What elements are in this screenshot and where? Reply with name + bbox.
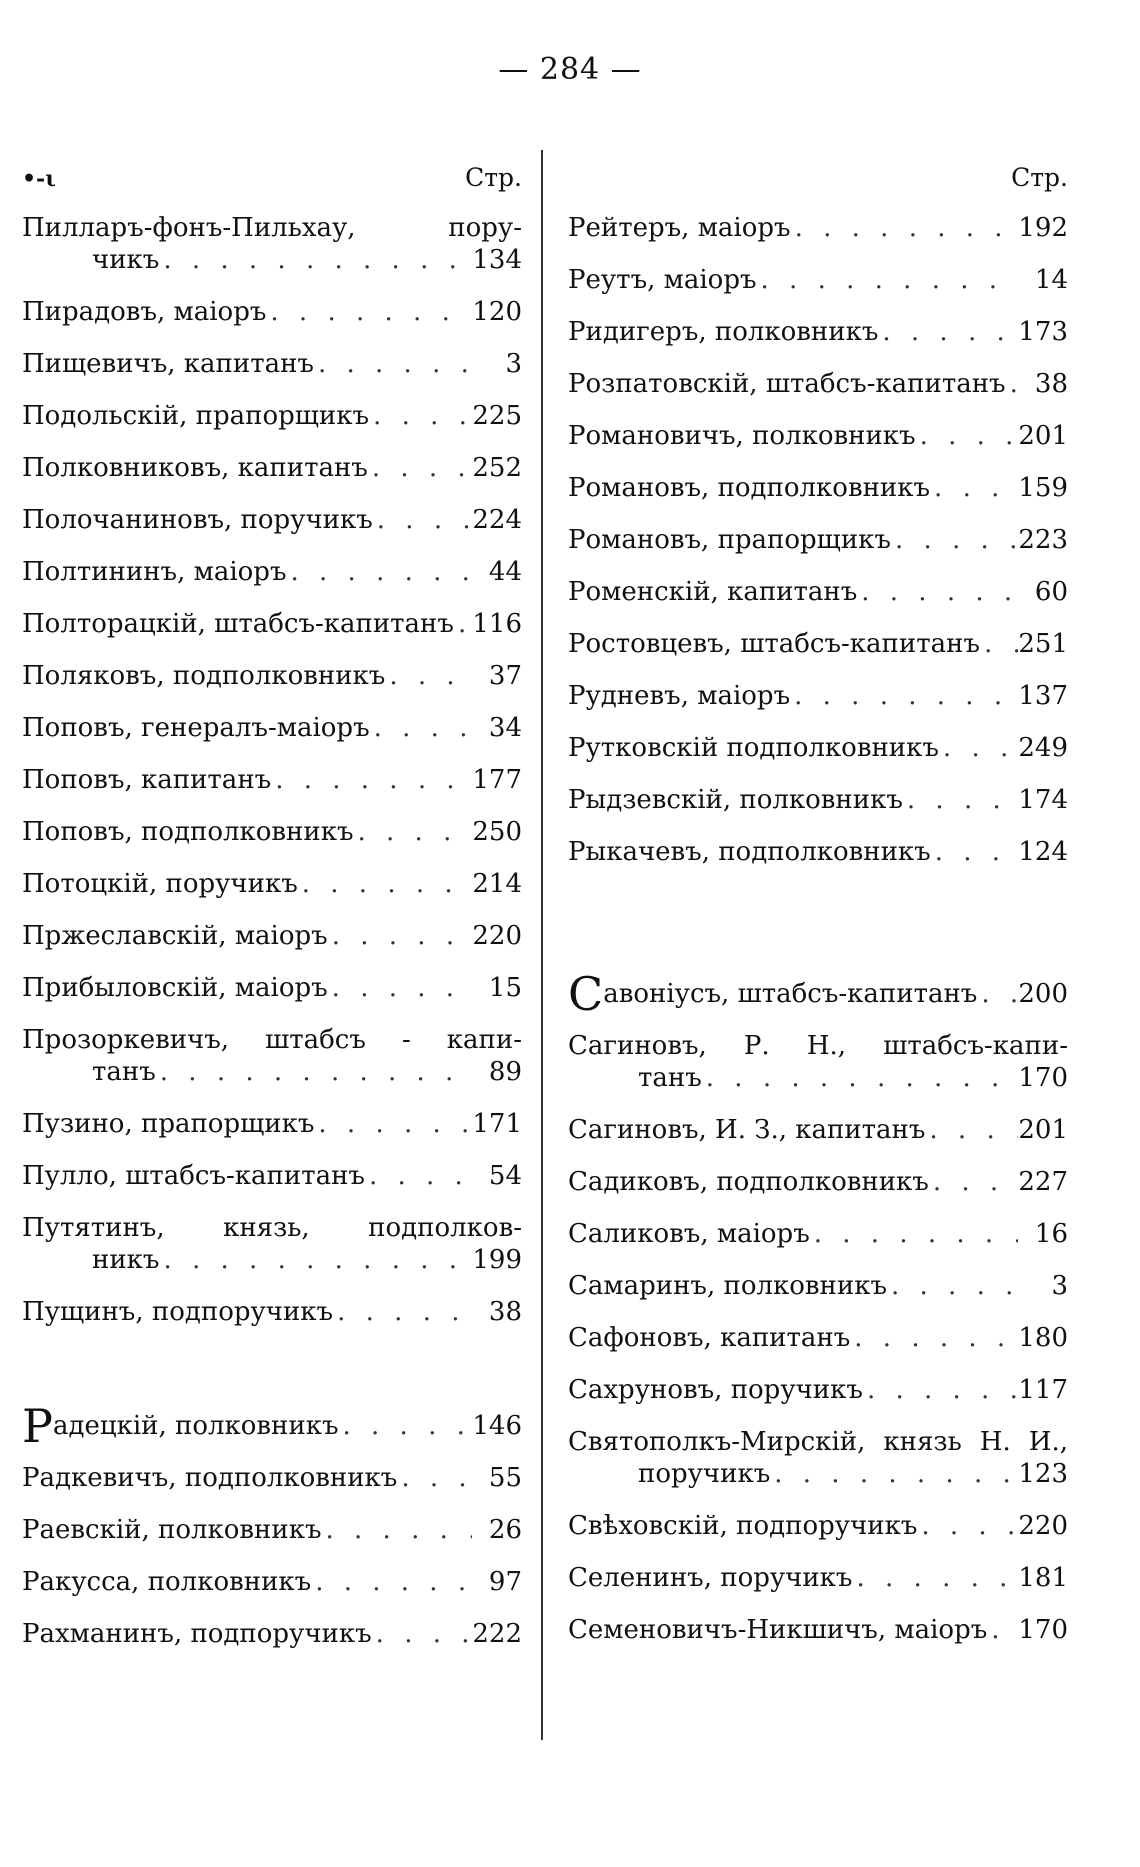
entry-name: Пузино, прапорщикъ: [22, 1109, 315, 1139]
entry-page-number: 252: [472, 453, 522, 483]
entry-name: Садиковъ, подполковникъ: [568, 1167, 929, 1197]
index-entry: [22, 712, 522, 744]
left-column: [22, 150, 522, 1650]
entry-name: Прибыловскій, маіоръ: [22, 973, 328, 1003]
page-column-label: Стр.: [1011, 163, 1068, 192]
dot-leader: [311, 1566, 472, 1598]
dot-leader: [333, 1296, 472, 1328]
right-column: [568, 150, 1068, 1646]
entry-page-number: 89: [488, 1057, 522, 1087]
dot-leader: [887, 1270, 1018, 1302]
entry-page-number: 3: [1051, 1271, 1068, 1301]
entry-name: Сафоновъ, капитанъ: [568, 1323, 851, 1353]
index-entry: [22, 348, 522, 380]
right-entries: [568, 212, 1068, 868]
index-entry: [22, 1160, 522, 1192]
entry-page-number: 181: [1018, 1563, 1068, 1593]
index-entry: [22, 1514, 522, 1546]
index-entry: [568, 316, 1068, 348]
dot-leader: [770, 1458, 1018, 1490]
dot-leader: [368, 452, 472, 484]
entry-name: Пущинъ, подпоручикъ: [22, 1297, 334, 1327]
index-entry: [568, 1114, 1068, 1146]
index-entry: [568, 472, 1068, 504]
index-entry: [568, 1374, 1068, 1406]
index-entry: [568, 784, 1068, 816]
page-number: — 284 —: [498, 52, 642, 87]
entry-name: Селенинъ, поручикъ: [568, 1563, 853, 1593]
entry-page-number: 201: [1018, 421, 1068, 451]
entry-page-number: 222: [472, 1619, 522, 1649]
index-entry: [568, 680, 1068, 712]
index-entry: [568, 1614, 1068, 1646]
entry-name: Рахманинъ, подпоручикъ: [22, 1619, 372, 1649]
entry-page-number: 26: [488, 1515, 522, 1545]
index-entry: [568, 420, 1068, 452]
entry-name: Ракусса, полковникъ: [22, 1567, 312, 1597]
dot-leader: [454, 608, 472, 640]
dot-leader: [354, 816, 473, 848]
section-initial: Р: [22, 1399, 53, 1453]
entry-name: никъ: [92, 1245, 160, 1275]
entry-page-number: 14: [1034, 265, 1068, 295]
dot-leader: [917, 1510, 1018, 1542]
entry-name: Полочаниновъ, поручикъ: [22, 505, 373, 535]
index-entry: [22, 296, 522, 328]
dot-leader: [298, 868, 472, 900]
page-column-label: Стр.: [465, 163, 522, 192]
entry-name: танъ: [92, 1057, 156, 1087]
entry-page-number: 134: [472, 245, 522, 275]
dot-leader: [372, 1618, 472, 1650]
entry-name: Полторацкій, штабсъ-капитанъ: [22, 609, 454, 639]
entry-page-number: 15: [488, 973, 522, 1003]
entry-name: Самаринъ, полковникъ: [568, 1271, 887, 1301]
index-entry: [568, 1218, 1068, 1250]
entry-page-number: 201: [1018, 1115, 1068, 1145]
entry-page-number: 224: [472, 505, 522, 535]
index-entry: [568, 1166, 1068, 1198]
entry-page-number: 137: [1018, 681, 1068, 711]
entry-first-line: Пилларъ-фонъ-Пильхау, пору-: [22, 213, 522, 243]
entry-name: Пищевичъ, капитанъ: [22, 349, 314, 379]
entry-page-number: 159: [1018, 473, 1068, 503]
entry-name: Пирадовъ, маіоръ: [22, 297, 267, 327]
index-entry: [22, 868, 522, 900]
entry-name: Ридигеръ, полковникъ: [568, 317, 879, 347]
entry-page-number: 200: [1018, 979, 1068, 1009]
index-entry: [22, 400, 522, 432]
dot-leader: [385, 660, 472, 692]
entry-page-number: 123: [1018, 1459, 1068, 1489]
entry-name: Сахруновъ, поручикъ: [568, 1375, 863, 1405]
entry-page-number: 192: [1018, 213, 1068, 243]
entry-first-line: Прозоркевичъ, штабсъ - капи-: [22, 1025, 522, 1055]
entry-name: поручикъ: [638, 1459, 771, 1489]
dot-leader: [977, 978, 1018, 1010]
entry-page-number: 227: [1018, 1167, 1068, 1197]
dot-leader: [916, 420, 1018, 452]
entry-page-number: 16: [1034, 1219, 1068, 1249]
dot-leader: [878, 316, 1018, 348]
dot-leader: [314, 348, 472, 380]
index-entry: [568, 836, 1068, 868]
dot-leader: [322, 1514, 473, 1546]
dot-leader: [159, 1244, 472, 1276]
index-entry: [568, 732, 1068, 764]
index-entry: [568, 264, 1068, 296]
margin-mark: •-ι: [22, 166, 56, 192]
dot-leader: [266, 296, 472, 328]
dot-leader: [314, 1108, 472, 1140]
entry-name: Поповъ, генералъ-маіоръ: [22, 713, 370, 743]
index-entry: [22, 920, 522, 952]
entry-name: авоніусъ, штабсъ-капитанъ: [603, 979, 978, 1009]
entry-name: Семеновичъ-Никшичъ, маіоръ: [568, 1615, 988, 1645]
index-entry: [22, 816, 522, 848]
entry-name: Рыкачевъ, подполковникъ: [568, 837, 931, 867]
entry-name: Сагиновъ, И. З., капитанъ: [568, 1115, 926, 1145]
entry-name: Романовичъ, полковникъ: [568, 421, 916, 451]
entry-page-number: 249: [1018, 733, 1068, 763]
left-column-header: [22, 150, 522, 192]
dot-leader: [156, 1056, 472, 1088]
entry-name: Рутковскій подполковникъ: [568, 733, 939, 763]
entry-page-number: 170: [1018, 1615, 1068, 1645]
index-entry: [568, 1426, 1068, 1490]
entry-page-number: 177: [472, 765, 522, 795]
left-section-r: [22, 1399, 522, 1650]
dot-leader: [757, 264, 1018, 296]
index-entry: [22, 1296, 522, 1328]
index-entry: [22, 1108, 522, 1140]
index-entry: [22, 972, 522, 1004]
entry-name: Реутъ, маіоръ: [568, 265, 757, 295]
index-entry: [568, 212, 1068, 244]
index-entry: [22, 608, 522, 640]
entry-page-number: 199: [472, 1245, 522, 1275]
dot-leader: [369, 400, 472, 432]
index-entry: [568, 967, 1068, 1021]
entry-page-number: 180: [1018, 1323, 1068, 1353]
entry-page-number: 171: [472, 1109, 522, 1139]
entry-page-number: 214: [472, 869, 522, 899]
index-entry: [22, 660, 522, 692]
dot-leader: [852, 1562, 1018, 1594]
index-entry: [22, 1024, 522, 1088]
dot-leader: [370, 712, 472, 744]
dot-leader: [987, 1614, 1018, 1646]
dot-leader: [930, 472, 1018, 504]
index-entry: [22, 452, 522, 484]
dot-leader: [790, 680, 1018, 712]
entry-page-number: 124: [1018, 837, 1068, 867]
index-entry: [568, 368, 1068, 400]
entry-name: Рейтеръ, маіоръ: [568, 213, 791, 243]
entry-page-number: 116: [472, 609, 522, 639]
entry-name: Потоцкій, поручикъ: [22, 869, 298, 899]
dot-leader: [287, 556, 473, 588]
entry-first-line: Сагиновъ, Р. Н., штабсъ-капи-: [568, 1031, 1068, 1061]
entry-name: Романовъ, подполковникъ: [568, 473, 931, 503]
entry-name: адецкій, полковникъ: [52, 1411, 339, 1441]
entry-name: Ростовцевъ, штабсъ-капитанъ: [568, 629, 980, 659]
entry-page-number: 44: [488, 557, 522, 587]
entry-page-number: 225: [472, 401, 522, 431]
dot-leader: [931, 836, 1018, 868]
dot-leader: [271, 764, 472, 796]
entry-name: Радкевичъ, подполковникъ: [22, 1463, 398, 1493]
index-entry: [22, 504, 522, 536]
dot-leader: [857, 576, 1018, 608]
dot-leader: [373, 504, 472, 536]
entry-page-number: 223: [1018, 525, 1068, 555]
entry-page-number: 120: [472, 297, 522, 327]
left-entries: [22, 212, 522, 1328]
entry-name: Поповъ, подполковникъ: [22, 817, 354, 847]
index-entry: [568, 1510, 1068, 1542]
right-column-header: [568, 150, 1068, 192]
entry-name: танъ: [638, 1063, 702, 1093]
entry-page-number: 34: [488, 713, 522, 743]
dot-leader: [365, 1160, 472, 1192]
entry-name: Поповъ, капитанъ: [22, 765, 272, 795]
entry-page-number: 38: [488, 1297, 522, 1327]
index-entry: [568, 524, 1068, 556]
entry-name: Романовъ, прапорщикъ: [568, 525, 891, 555]
entry-name: Подольскій, прапорщикъ: [22, 401, 370, 431]
entry-page-number: 97: [488, 1567, 522, 1597]
dot-leader: [903, 784, 1018, 816]
dot-leader: [328, 972, 472, 1004]
dot-leader: [397, 1462, 472, 1494]
dot-leader: [925, 1114, 1018, 1146]
entry-name: Розпатовскій, штабсъ-капитанъ: [568, 369, 1006, 399]
index-entry: [22, 1399, 522, 1453]
entry-page-number: 55: [488, 1463, 522, 1493]
entry-page-number: 170: [1018, 1063, 1068, 1093]
dot-leader: [939, 732, 1018, 764]
entry-name: Поляковъ, подполковникъ: [22, 661, 386, 691]
dot-leader: [891, 524, 1018, 556]
index-entry: [568, 1562, 1068, 1594]
entry-page-number: 146: [472, 1411, 522, 1441]
entry-name: Рыдзевскій, полковникъ: [568, 785, 903, 815]
entry-name: Рудневъ, маіоръ: [568, 681, 791, 711]
dot-leader: [159, 244, 472, 276]
column-divider: [541, 150, 543, 1740]
entry-first-line: Святополкъ-Мирскій, князь Н. И.,: [568, 1427, 1068, 1457]
entry-page-number: 54: [488, 1161, 522, 1191]
dot-leader: [863, 1374, 1018, 1406]
index-entry: [568, 576, 1068, 608]
dot-leader: [980, 628, 1018, 660]
right-section-s: [568, 967, 1068, 1646]
index-entry: [22, 556, 522, 588]
entry-name: Пулло, штабсъ-капитанъ: [22, 1161, 365, 1191]
index-entry: [22, 1566, 522, 1598]
entry-page-number: 220: [1018, 1511, 1068, 1541]
dot-leader: [338, 1410, 472, 1442]
index-entry: [568, 1270, 1068, 1302]
entry-name: Роменскій, капитанъ: [568, 577, 858, 607]
dot-leader: [702, 1062, 1018, 1094]
entry-page-number: 251: [1018, 629, 1068, 659]
index-entry: [568, 1030, 1068, 1094]
section-initial: С: [568, 967, 604, 1021]
dot-leader: [791, 212, 1018, 244]
entry-page-number: 117: [1018, 1375, 1068, 1405]
index-entry: [22, 764, 522, 796]
index-entry: [568, 1322, 1068, 1354]
index-entry: [22, 1618, 522, 1650]
entry-page-number: 220: [472, 921, 522, 951]
entry-name: Саликовъ, маіоръ: [568, 1219, 810, 1249]
entry-page-number: 174: [1018, 785, 1068, 815]
entry-name: Полтининъ, маіоръ: [22, 557, 287, 587]
entry-page-number: 250: [472, 817, 522, 847]
entry-name: чикъ: [92, 245, 160, 275]
index-entry: [22, 212, 522, 276]
entry-page-number: 173: [1018, 317, 1068, 347]
entry-name: Свѣховскій, подпоручикъ: [568, 1511, 918, 1541]
index-entry: [568, 628, 1068, 660]
dot-leader: [328, 920, 472, 952]
entry-name: Раевскій, полковникъ: [22, 1515, 322, 1545]
dot-leader: [929, 1166, 1018, 1198]
entry-page-number: 38: [1034, 369, 1068, 399]
entry-first-line: Путятинъ, князь, подполков-: [22, 1213, 522, 1243]
index-entry: [22, 1212, 522, 1276]
dot-leader: [1006, 368, 1018, 400]
index-entry: [22, 1462, 522, 1494]
entry-page-number: 37: [488, 661, 522, 691]
entry-name: Полковниковъ, капитанъ: [22, 453, 368, 483]
entry-page-number: 3: [505, 349, 522, 379]
entry-name: Пржеславскій, маіоръ: [22, 921, 328, 951]
entry-page-number: 60: [1034, 577, 1068, 607]
dot-leader: [850, 1322, 1018, 1354]
dot-leader: [810, 1218, 1018, 1250]
